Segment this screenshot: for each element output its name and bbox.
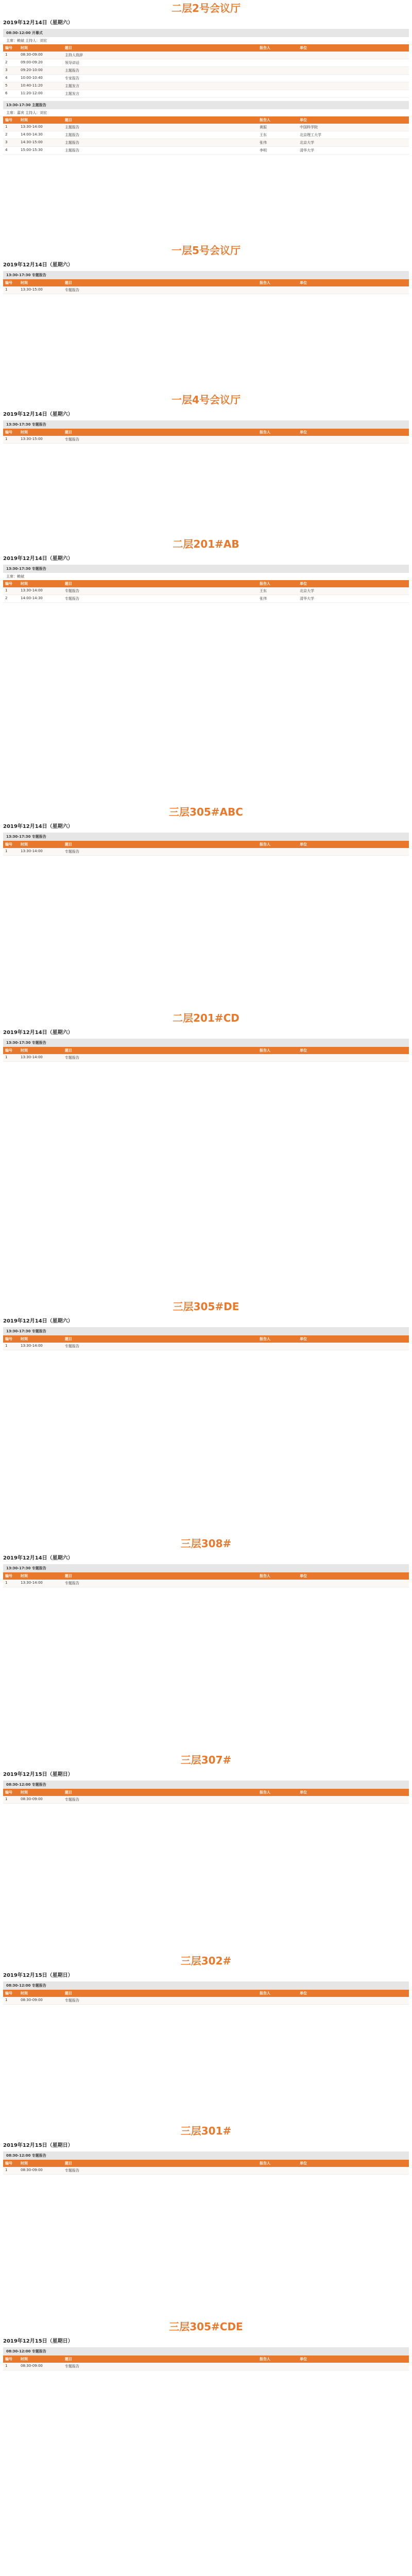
- session-table: [3, 580, 409, 603]
- room-section: [0, 1752, 412, 1807]
- table-row: [3, 67, 409, 75]
- table-cell: 王东: [258, 587, 298, 595]
- table-cell: [298, 1997, 409, 2005]
- table-cell: 08:30-09:00: [19, 1997, 63, 2005]
- table-cell: 中国科学院: [298, 124, 409, 131]
- table-cell: [258, 848, 298, 856]
- column-header: 题目: [63, 2160, 258, 2167]
- column-header: 报告人: [258, 1572, 298, 1580]
- column-header: 单位: [298, 279, 409, 286]
- table-header: [3, 44, 409, 52]
- column-header: 编号: [3, 2160, 19, 2167]
- table-cell: 1: [3, 2363, 19, 2370]
- room-title: 二层2号会议厅: [171, 2, 241, 14]
- column-header: 题目: [63, 841, 258, 848]
- table-cell: [298, 75, 409, 82]
- day-heading: 2019年12月14日（星期六）: [3, 556, 73, 562]
- session-block: [3, 1039, 409, 1062]
- table-cell: 10:00-10:40: [19, 75, 63, 82]
- column-header: 题目: [63, 44, 258, 52]
- day-heading: 2019年12月14日（星期六）: [3, 1318, 73, 1324]
- session-header: 08:30-12:00 专题报告: [3, 2347, 409, 2355]
- room-title: 三层301#: [180, 2125, 232, 2137]
- table-cell: 1: [3, 52, 19, 59]
- column-header: 题目: [63, 1990, 258, 1997]
- day-heading: 2019年12月14日（星期六）: [3, 824, 73, 829]
- table-cell: 主题报告: [63, 67, 258, 75]
- table-cell: 主持人致辞: [63, 52, 258, 59]
- session-block: [3, 101, 409, 155]
- session-block: [3, 29, 409, 98]
- table-cell: 1: [3, 1796, 19, 1804]
- column-header: 单位: [298, 1572, 409, 1580]
- column-header: 时间: [19, 429, 63, 436]
- table-cell: 6: [3, 90, 19, 98]
- column-header: 题目: [63, 1047, 258, 1054]
- column-header: 编号: [3, 580, 19, 587]
- column-header: 题目: [63, 1335, 258, 1343]
- column-header: 编号: [3, 1572, 19, 1580]
- day-heading: 2019年12月14日（星期六）: [3, 262, 73, 268]
- table-cell: 3: [3, 139, 19, 147]
- column-header: 编号: [3, 1335, 19, 1343]
- table-cell: [298, 1580, 409, 1587]
- session-header: 13:30-17:30 主题报告: [3, 101, 409, 109]
- table-row: [3, 59, 409, 67]
- table-cell: [298, 848, 409, 856]
- column-header: 编号: [3, 279, 19, 286]
- column-header: 报告人: [258, 1335, 298, 1343]
- table-cell: 清华大学: [298, 595, 409, 603]
- table-cell: 专题报告: [63, 848, 258, 856]
- table-cell: 5: [3, 82, 19, 90]
- table-cell: 专家报告: [63, 75, 258, 82]
- table-cell: [298, 1343, 409, 1350]
- table-header: [3, 1990, 409, 1997]
- session-header: 08:30-12:00 专题报告: [3, 1781, 409, 1789]
- table-cell: 专题报告: [63, 2167, 258, 2175]
- table-cell: 4: [3, 147, 19, 155]
- table-cell: [298, 1054, 409, 1062]
- table-cell: [258, 59, 298, 67]
- table-row: [3, 1580, 409, 1587]
- table-cell: 13:30-14:00: [19, 1054, 63, 1062]
- room-title: 三层305#ABC: [169, 806, 243, 818]
- table-row: [3, 82, 409, 90]
- room-section: [0, 536, 412, 606]
- table-cell: [258, 75, 298, 82]
- table-cell: [298, 1796, 409, 1804]
- table-cell: 09:00-09:20: [19, 59, 63, 67]
- table-cell: 4: [3, 75, 19, 82]
- session-table: [3, 1335, 409, 1350]
- column-header: 报告人: [258, 44, 298, 52]
- session-chair: 主席：嘉宾 主持人：刘宏: [6, 111, 47, 115]
- table-cell: 专题报告: [63, 1580, 258, 1587]
- session-header: 08:30-12:00 专题报告: [3, 1981, 409, 1990]
- table-header: [3, 580, 409, 587]
- table-cell: 主题报告: [63, 124, 258, 131]
- table-cell: 2: [3, 595, 19, 603]
- column-header: 报告人: [258, 580, 298, 587]
- session-block: [3, 565, 409, 603]
- table-cell: [258, 2167, 298, 2175]
- column-header: 时间: [19, 2160, 63, 2167]
- table-cell: 13:30-14:00: [19, 1580, 63, 1587]
- column-header: 单位: [298, 116, 409, 124]
- column-header: 时间: [19, 1572, 63, 1580]
- table-row: [3, 139, 409, 147]
- table-cell: [298, 67, 409, 75]
- session-table: [3, 2160, 409, 2175]
- day-heading: 2019年12月15日（星期日）: [3, 1973, 73, 1978]
- column-header: 报告人: [258, 429, 298, 436]
- table-row: [3, 90, 409, 98]
- table-header: [3, 2160, 409, 2167]
- table-cell: 1: [3, 2167, 19, 2175]
- column-header: 时间: [19, 279, 63, 286]
- table-cell: [298, 2167, 409, 2175]
- session-header: 08:30-12:00 开幕式: [3, 29, 409, 37]
- table-cell: 08:30-09:00: [19, 52, 63, 59]
- table-cell: 1: [3, 1580, 19, 1587]
- table-cell: [258, 1054, 298, 1062]
- session-table: [3, 1990, 409, 2005]
- table-cell: 主题发言: [63, 82, 258, 90]
- table-cell: 主题发言: [63, 90, 258, 98]
- session-header: 13:30-17:30 专题报告: [3, 565, 409, 573]
- table-cell: 1: [3, 286, 19, 294]
- column-header: 单位: [298, 2160, 409, 2167]
- table-cell: 2: [3, 59, 19, 67]
- column-header: 单位: [298, 580, 409, 587]
- column-header: 时间: [19, 1047, 63, 1054]
- table-header: [3, 116, 409, 124]
- session-header: 13:30-17:30 专题报告: [3, 1039, 409, 1047]
- session-header: 13:30-17:30 专题报告: [3, 271, 409, 279]
- room-section: [0, 242, 412, 297]
- table-cell: [258, 67, 298, 75]
- session-table: [3, 1047, 409, 1062]
- session-table: [3, 841, 409, 856]
- table-cell: 1: [3, 1054, 19, 1062]
- table-row: [3, 595, 409, 603]
- column-header: 编号: [3, 429, 19, 436]
- table-row: [3, 1796, 409, 1804]
- table-cell: 专题报告: [63, 286, 258, 294]
- table-row: [3, 147, 409, 155]
- session-table: [3, 116, 409, 155]
- table-cell: 08:30-09:00: [19, 2167, 63, 2175]
- table-cell: [258, 286, 298, 294]
- session-table: [3, 2355, 409, 2370]
- column-header: 时间: [19, 2355, 63, 2363]
- column-header: 时间: [19, 1789, 63, 1796]
- table-cell: [258, 1580, 298, 1587]
- column-header: 编号: [3, 841, 19, 848]
- table-header: [3, 841, 409, 848]
- session-header: 08:30-12:00 专题报告: [3, 2151, 409, 2160]
- day-heading: 2019年12月14日（星期六）: [3, 1555, 73, 1561]
- table-row: [3, 52, 409, 59]
- session-header: 13:30-17:30 专题报告: [3, 1564, 409, 1572]
- column-header: 编号: [3, 2355, 19, 2363]
- table-cell: [298, 286, 409, 294]
- table-cell: 08:30-09:00: [19, 1796, 63, 1804]
- table-cell: 黄振: [258, 124, 298, 131]
- table-cell: 10:40-11:20: [19, 82, 63, 90]
- room-section: [0, 1953, 412, 2008]
- table-cell: 专题报告: [63, 436, 258, 444]
- column-header: 报告人: [258, 841, 298, 848]
- table-cell: [258, 82, 298, 90]
- table-row: [3, 75, 409, 82]
- session-table: [3, 1789, 409, 1804]
- table-cell: 13:30-15:00: [19, 286, 63, 294]
- table-header: [3, 1572, 409, 1580]
- column-header: 题目: [63, 1572, 258, 1580]
- table-cell: 13:30-14:00: [19, 124, 63, 131]
- table-row: [3, 1997, 409, 2005]
- table-header: [3, 2355, 409, 2363]
- room-section: [0, 1010, 412, 1065]
- table-cell: 13:30-14:00: [19, 587, 63, 595]
- column-header: 单位: [298, 429, 409, 436]
- column-header: 单位: [298, 1990, 409, 1997]
- day-heading: 2019年12月14日（星期六）: [3, 1030, 73, 1036]
- table-cell: 09:20-10:00: [19, 67, 63, 75]
- column-header: 报告人: [258, 116, 298, 124]
- session-block: [3, 2347, 409, 2370]
- table-cell: 13:30-14:00: [19, 1343, 63, 1350]
- column-header: 报告人: [258, 1990, 298, 1997]
- table-cell: 专题报告: [63, 2363, 258, 2370]
- table-cell: 主题报告: [63, 139, 258, 147]
- room-title: 一层5号会议厅: [171, 244, 241, 257]
- table-cell: [298, 436, 409, 444]
- column-header: 题目: [63, 1789, 258, 1796]
- table-cell: 专题报告: [63, 1343, 258, 1350]
- column-header: 题目: [63, 580, 258, 587]
- table-cell: 领导讲话: [63, 59, 258, 67]
- room-section: [0, 804, 412, 859]
- table-cell: 专题报告: [63, 587, 258, 595]
- column-header: 报告人: [258, 279, 298, 286]
- table-row: [3, 2363, 409, 2370]
- column-header: 时间: [19, 841, 63, 848]
- table-cell: 1: [3, 848, 19, 856]
- session-block: [3, 1564, 409, 1587]
- column-header: 编号: [3, 44, 19, 52]
- table-cell: 14:00-14:30: [19, 131, 63, 139]
- table-cell: 3: [3, 67, 19, 75]
- session-table: [3, 1572, 409, 1587]
- table-cell: 2: [3, 131, 19, 139]
- room-section: [0, 392, 412, 447]
- table-header: [3, 1789, 409, 1796]
- column-header: 编号: [3, 1047, 19, 1054]
- table-row: [3, 848, 409, 856]
- room-title: 三层302#: [180, 1955, 232, 1967]
- session-block: [3, 271, 409, 294]
- session-table: [3, 279, 409, 294]
- day-heading: 2019年12月15日（星期日）: [3, 1772, 73, 1777]
- column-header: 报告人: [258, 2355, 298, 2363]
- session-block: [3, 2151, 409, 2175]
- room-title: 三层307#: [180, 1754, 232, 1766]
- table-cell: [298, 90, 409, 98]
- table-cell: [298, 2363, 409, 2370]
- table-cell: 14:00-14:30: [19, 595, 63, 603]
- session-header: 13:30-17:30 专题报告: [3, 420, 409, 429]
- room-title: 三层308#: [180, 1537, 232, 1550]
- table-cell: 北京大学: [298, 587, 409, 595]
- table-cell: 专题报告: [63, 595, 258, 603]
- table-header: [3, 279, 409, 286]
- session-header: 13:30-17:30 专题报告: [3, 1327, 409, 1335]
- table-row: [3, 124, 409, 131]
- room-section: [0, 1298, 412, 1353]
- session-block: [3, 1981, 409, 2005]
- table-cell: 13:30-14:00: [19, 848, 63, 856]
- table-cell: 清华大学: [298, 147, 409, 155]
- table-cell: 主题报告: [63, 131, 258, 139]
- table-cell: 张伟: [258, 595, 298, 603]
- room-section: [0, 2123, 412, 2178]
- column-header: 报告人: [258, 1047, 298, 1054]
- table-cell: 专题报告: [63, 1054, 258, 1062]
- column-header: 时间: [19, 1990, 63, 1997]
- table-cell: 专题报告: [63, 1796, 258, 1804]
- table-cell: 1: [3, 436, 19, 444]
- table-cell: 李明: [258, 147, 298, 155]
- table-cell: [258, 436, 298, 444]
- table-cell: 11:20-12:00: [19, 90, 63, 98]
- session-header: 13:30-17:30 专题报告: [3, 833, 409, 841]
- table-cell: [258, 2363, 298, 2370]
- table-cell: 14:30-15:00: [19, 139, 63, 147]
- column-header: 时间: [19, 1335, 63, 1343]
- column-header: 编号: [3, 116, 19, 124]
- table-row: [3, 1343, 409, 1350]
- session-block: [3, 420, 409, 444]
- table-header: [3, 429, 409, 436]
- room-title: 三层305#CDE: [169, 2320, 243, 2333]
- day-heading: 2019年12月15日（星期日）: [3, 2338, 73, 2344]
- room-title: 三层305#DE: [173, 1300, 239, 1313]
- table-header: [3, 1335, 409, 1343]
- column-header: 单位: [298, 1789, 409, 1796]
- table-cell: 张伟: [258, 139, 298, 147]
- table-cell: [258, 1796, 298, 1804]
- column-header: 单位: [298, 44, 409, 52]
- table-row: [3, 1054, 409, 1062]
- table-row: [3, 587, 409, 595]
- column-header: 时间: [19, 116, 63, 124]
- table-cell: [298, 82, 409, 90]
- room-section: [0, 2318, 412, 2374]
- column-header: 题目: [63, 279, 258, 286]
- table-header: [3, 1047, 409, 1054]
- table-row: [3, 436, 409, 444]
- table-cell: 北京大学: [298, 139, 409, 147]
- table-cell: [298, 59, 409, 67]
- table-cell: 1: [3, 124, 19, 131]
- session-chair: 主席：赖斌 主持人：刘宏: [6, 39, 47, 43]
- day-heading: 2019年12月15日（星期日）: [3, 2143, 73, 2148]
- table-row: [3, 2167, 409, 2175]
- column-header: 单位: [298, 2355, 409, 2363]
- table-row: [3, 131, 409, 139]
- table-cell: 1: [3, 1997, 19, 2005]
- column-header: 报告人: [258, 2160, 298, 2167]
- room-section: [0, 1535, 412, 1590]
- column-header: 时间: [19, 580, 63, 587]
- column-header: 单位: [298, 1047, 409, 1054]
- column-header: 题目: [63, 429, 258, 436]
- column-header: 时间: [19, 44, 63, 52]
- session-table: [3, 429, 409, 444]
- room-section: [0, 0, 412, 158]
- column-header: 单位: [298, 1335, 409, 1343]
- table-cell: 北京理工大学: [298, 131, 409, 139]
- table-cell: 13:30-15:00: [19, 436, 63, 444]
- table-cell: [258, 1343, 298, 1350]
- day-heading: 2019年12月14日（星期六）: [3, 412, 73, 417]
- table-cell: 08:30-09:00: [19, 2363, 63, 2370]
- column-header: 编号: [3, 1789, 19, 1796]
- room-title: 二层201#CD: [173, 1012, 239, 1024]
- table-cell: 专题报告: [63, 1997, 258, 2005]
- session-block: [3, 1781, 409, 1804]
- room-title: 一层4号会议厅: [171, 394, 241, 406]
- column-header: 题目: [63, 116, 258, 124]
- column-header: 题目: [63, 2355, 258, 2363]
- table-cell: 1: [3, 1343, 19, 1350]
- day-heading: 2019年12月14日（星期六）: [3, 20, 73, 26]
- table-cell: 15:00-15:30: [19, 147, 63, 155]
- table-cell: [258, 52, 298, 59]
- session-chair: 主席：赖斌: [6, 574, 24, 579]
- room-title: 二层201#AB: [173, 538, 239, 550]
- table-cell: [298, 52, 409, 59]
- table-row: [3, 286, 409, 294]
- column-header: 单位: [298, 841, 409, 848]
- table-cell: 1: [3, 587, 19, 595]
- table-cell: 主题报告: [63, 147, 258, 155]
- table-cell: [258, 90, 298, 98]
- session-block: [3, 833, 409, 856]
- table-cell: [258, 1997, 298, 2005]
- session-block: [3, 1327, 409, 1350]
- table-cell: 王东: [258, 131, 298, 139]
- column-header: 报告人: [258, 1789, 298, 1796]
- column-header: 编号: [3, 1990, 19, 1997]
- session-table: [3, 44, 409, 98]
